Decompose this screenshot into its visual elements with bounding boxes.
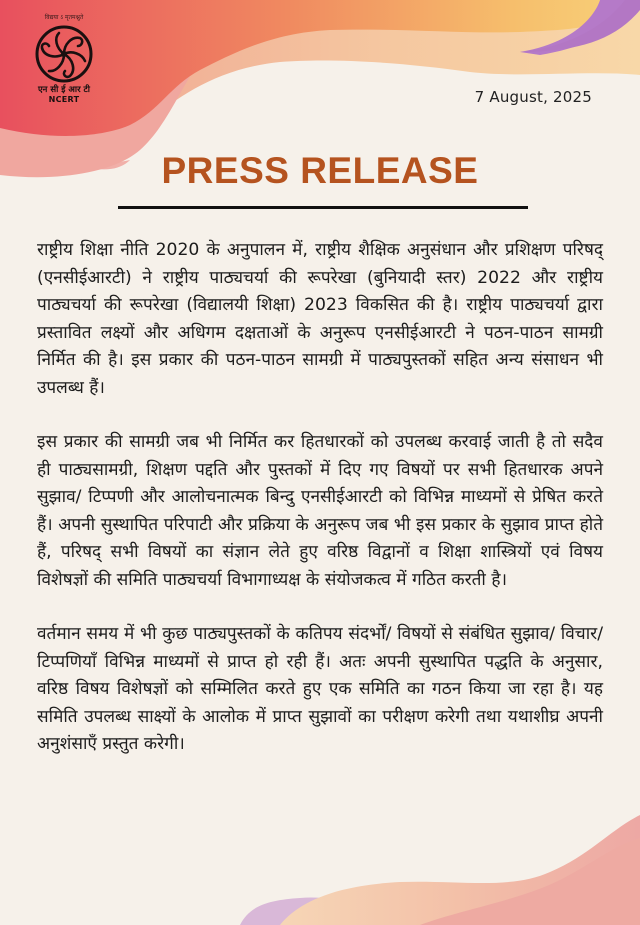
release-date: 7 August, 2025: [474, 88, 592, 106]
ncert-emblem-icon: [34, 24, 94, 84]
paragraph-2: इस प्रकार की सामग्री जब भी निर्मित कर हितधारकों को उपलब्ध करवाई जाती है तो सदैव ही पाठ्यसामग्री, शिक्षण पद्दति और पुस्तकों में दिए गए विषयों पर सभी हितधारक अपने सुझाव/ टिप्पणी और आलोचनात्मक बिन्दु एनसीईआरटी को विभिन्न माध्यमों से प्रेषित करते हैं। अपनी सुस्थापित परिपाटी और प्रक्रिया के अनुरूप जब भी इस प्रकार के सुझाव प्राप्त होते हैं, परिषद् सभी विषयों का संज्ञान लेते हुए वरिष्ठ विद्वानों व शिक्षा शास्त्रियों एवं विषय विशेषज्ञों की समिति पाठ्यचर्या विभागाध्यक्ष के संयोजकत्व में गठित करती है।: [37, 432, 603, 590]
logo-hindi-name: एन सी ई आर टी: [37, 85, 91, 95]
paragraph-1: राष्ट्रीय शिक्षा नीति 2020 के अनुपालन में, राष्ट्रीय शैक्षिक अनुसंधान और प्रशिक्षण परिषद् (एनसीईआरटी) ने राष्ट्रीय पाठ्यचर्या की रूपरेखा (बुनियादी स्तर) 2022 और राष्ट्रीय पाठ्यचर्या की रूपरेखा (विद्यालयी शिक्षा) 2023 विकसित की है। राष्ट्रीय पाठ्यचर्या द्वारा प्रस्तावित लक्ष्यों और अधिगम दक्षताओं के अनुरूप एनसीईआरटी ने पठन-पाठन सामग्री निर्मित की है। इस प्रकार की पठन-पाठन सामग्री में पाठ्यपुस्तकों सहित अन्य संसाधन भी उपलब्ध हैं।: [37, 240, 603, 398]
ncert-logo: [26, 14, 102, 132]
paragraph-3: वर्तमान समय में भी कुछ पाठ्यपुस्तकों के कतिपय संदर्भों/ विषयों से संबंधित सुझाव/ विचार/ टिप्पणियाँ विभिन्न माध्यमों से प्राप्त हो रही हैं। अतः अपनी सुस्थापित पद्धति के अनुसार, वरिष्ठ विषय विशेषज्ञों को सम्मिलित करते हुए एक समिति का गठन किया जा रहा है। यह समिति उपलब्ध साक्ष्यों के आलोक में प्राप्त सुझावों का परीक्षण करेगी तथा यथाशीघ्र अपनी अनुशंसाएँ प्रस्तुत करेगी।: [37, 624, 603, 754]
press-release-body: [37, 237, 603, 786]
page-title: PRESS RELEASE: [161, 150, 479, 191]
logo-tagline: विद्यया ऽ मृतमश्नुते: [44, 14, 84, 21]
title-divider: [118, 206, 528, 209]
logo-english-name: NCERT: [48, 95, 80, 104]
